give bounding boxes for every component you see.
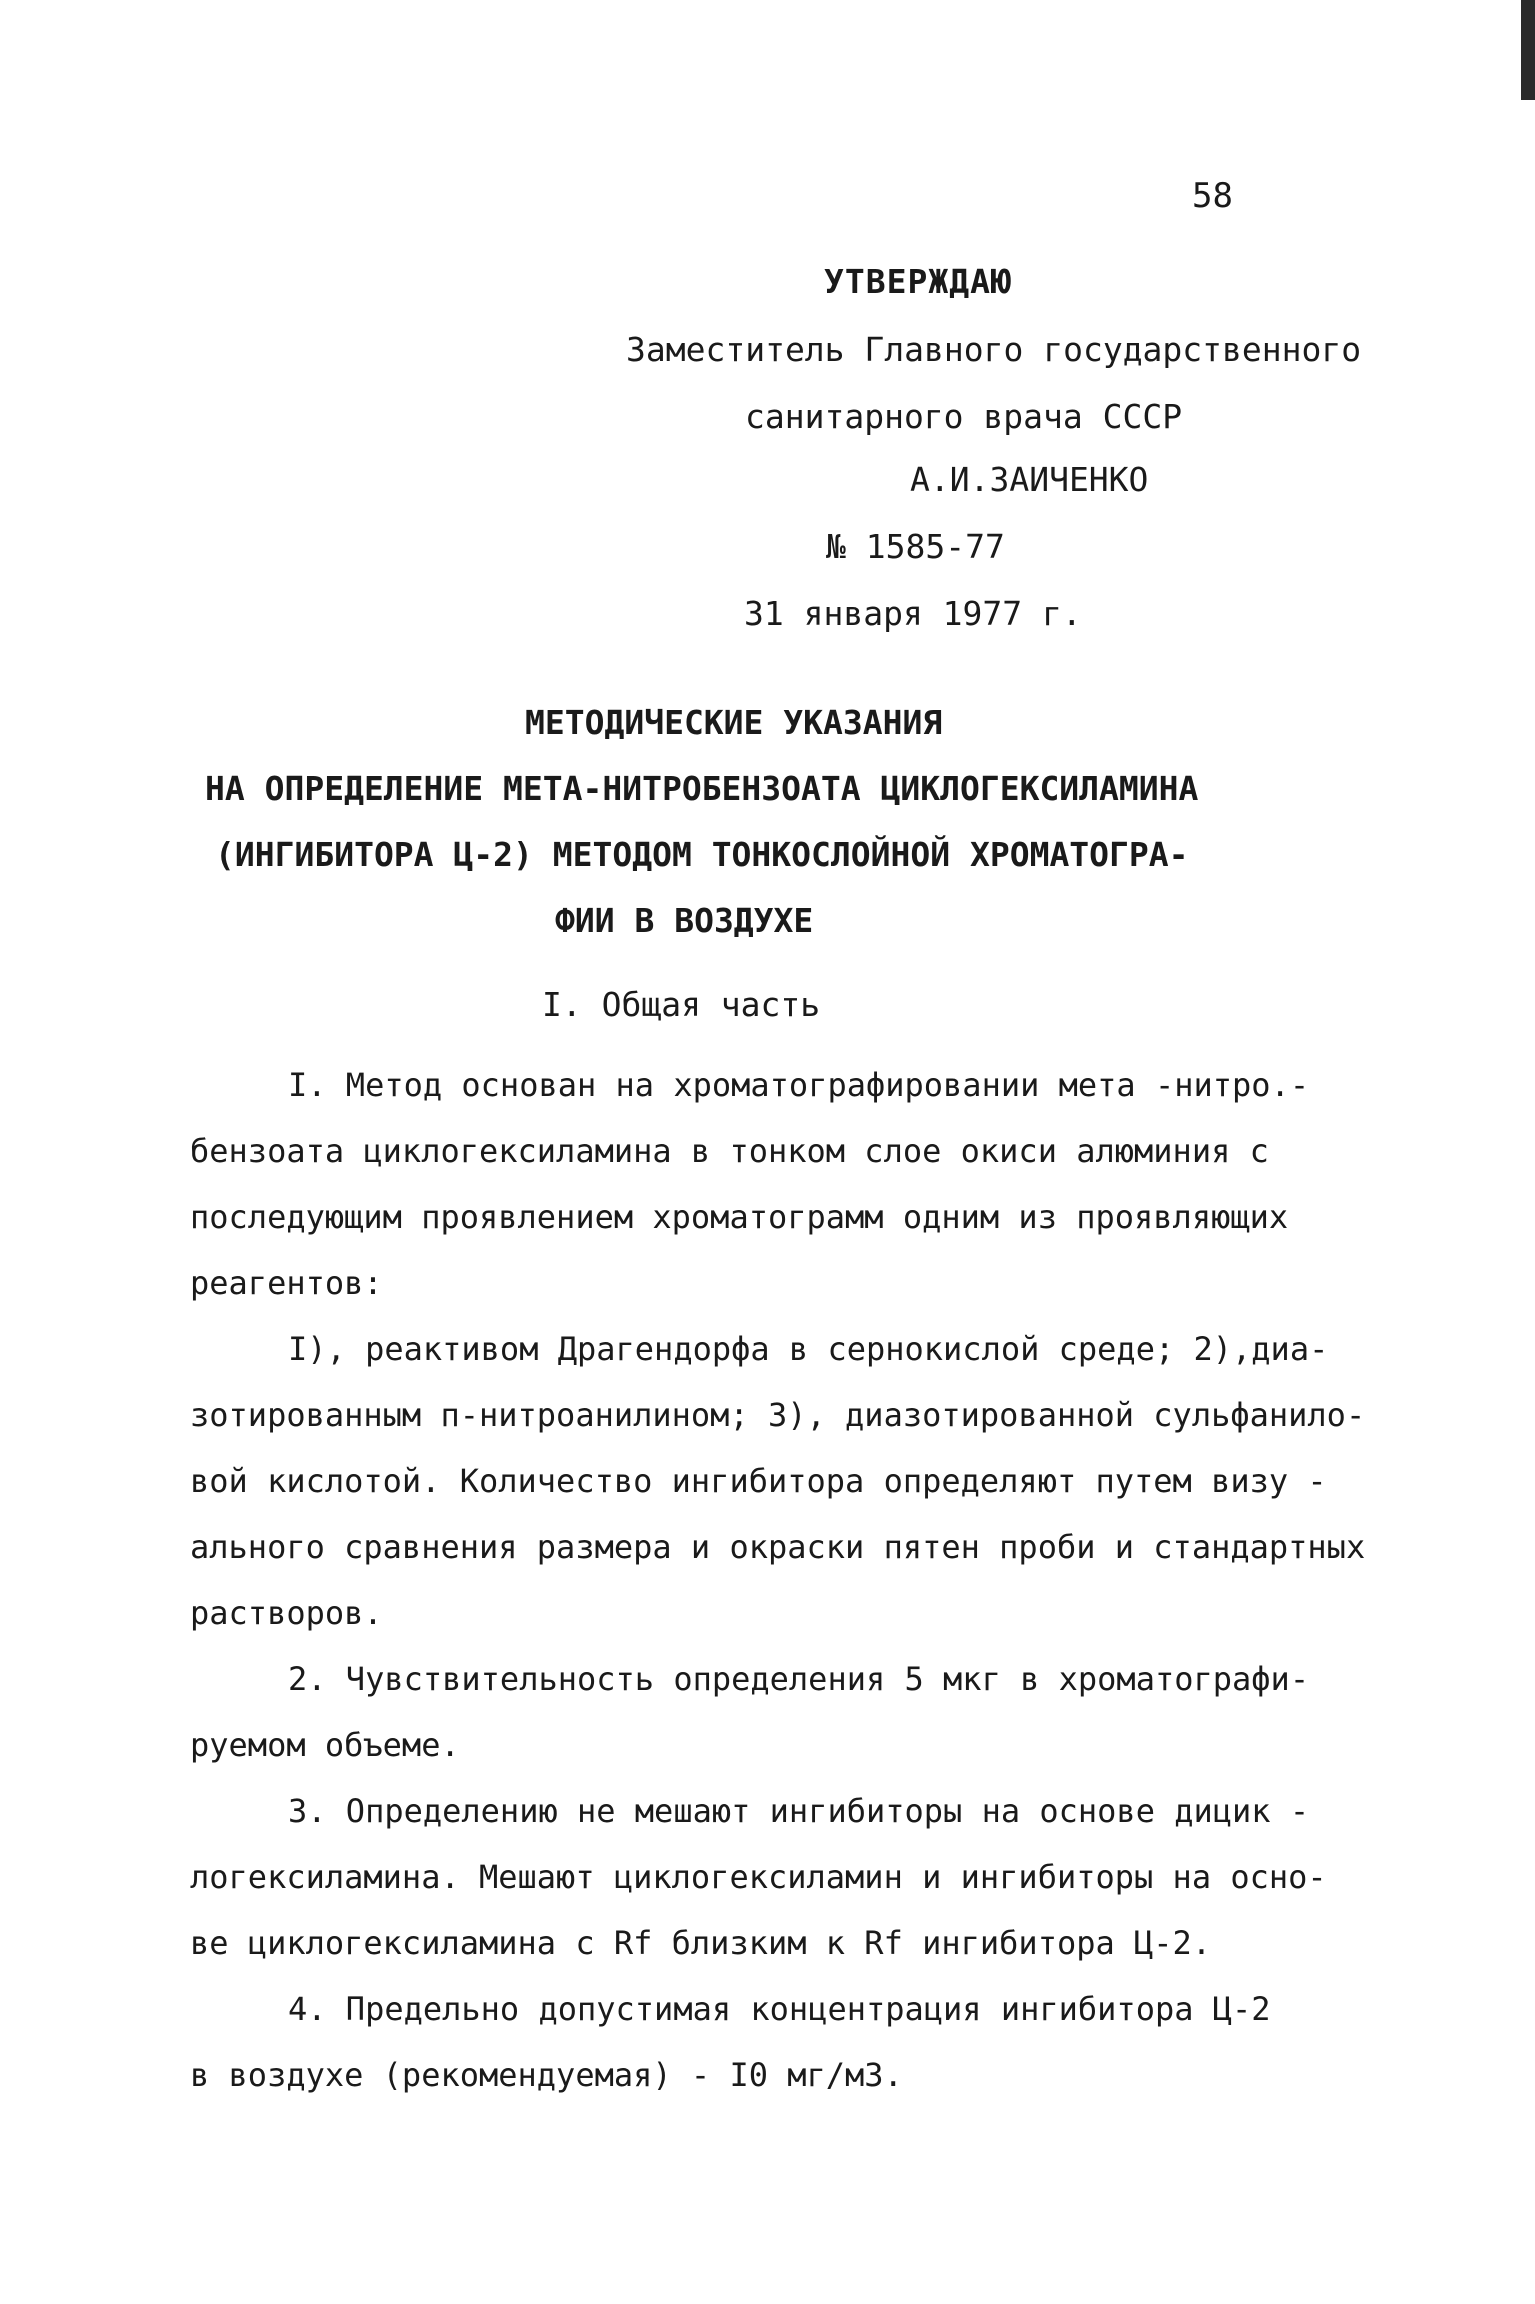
paragraph-line: ве циклогексиламина с Rf близким к Rf ингибитора Ц-2. <box>190 1924 1212 1962</box>
paragraph-line: вой кислотой. Количество ингибитора определяют путем визу - <box>190 1462 1327 1500</box>
paragraph-line: зотированным п-нитроанилином; 3), диазотированной сульфанило- <box>190 1396 1366 1434</box>
paragraph-line: реагентов: <box>190 1264 383 1302</box>
approval-number: № 1585-77 <box>826 527 1005 566</box>
paragraph-line: I. Метод основан на хроматографировании мета -нитро.- <box>288 1066 1310 1104</box>
paragraph-line: растворов. <box>190 1594 383 1632</box>
approval-title: УТВЕРЖДАЮ <box>824 262 1012 301</box>
approval-position-line1: Заместитель Главного государственного <box>626 330 1362 369</box>
paragraph-line: в воздухе (рекомендуемая) - I0 мг/м3. <box>190 2056 903 2094</box>
paragraph-line: руемом объеме. <box>190 1726 460 1764</box>
document-title-line: (ИНГИБИТОРА Ц-2) МЕТОДОМ ТОНКОСЛОЙНОЙ ХРОМАТОГРА- <box>215 835 1189 874</box>
document-title-line: ФИИ В ВОЗДУХЕ <box>555 901 814 940</box>
document-title-line: НА ОПРЕДЕЛЕНИЕ МЕТА-НИТРОБЕНЗОАТА ЦИКЛОГЕКСИЛАМИНА <box>205 769 1199 808</box>
scan-edge-mark <box>1521 0 1535 100</box>
paragraph-line: логексиламина. Мешают циклогексиламин и ингибиторы на осно- <box>190 1858 1327 1896</box>
page-number: 58 <box>1192 176 1233 216</box>
paragraph-line: ального сравнения размера и окраски пятен проби и стандартных <box>190 1528 1366 1566</box>
paragraph-line: I), реактивом Драгендорфа в сернокислой среде; 2),диа- <box>288 1330 1329 1368</box>
paragraph-line: 2. Чувствительность определения 5 мкг в хроматографи- <box>288 1660 1310 1698</box>
paragraph-line: бензоата циклогексиламина в тонком слое окиси алюминия с <box>190 1132 1269 1170</box>
paragraph-line: 3. Определению не мешают ингибиторы на основе дицик - <box>288 1792 1310 1830</box>
body-text <box>190 1052 1370 2108</box>
section-heading: I. Общая часть <box>542 985 821 1024</box>
paragraph-line: 4. Предельно допустимая концентрация ингибитора Ц-2 <box>288 1990 1271 2028</box>
paragraph-line: последующим проявлением хроматограмм одним из проявляющих <box>190 1198 1289 1236</box>
document-title-line: МЕТОДИЧЕСКИЕ УКАЗАНИЯ <box>525 703 943 742</box>
approval-name: А.И.ЗАИЧЕНКО <box>910 460 1149 499</box>
approval-date: 31 января 1977 г. <box>744 594 1082 633</box>
approval-position-line2: санитарного врача СССР <box>745 397 1183 436</box>
